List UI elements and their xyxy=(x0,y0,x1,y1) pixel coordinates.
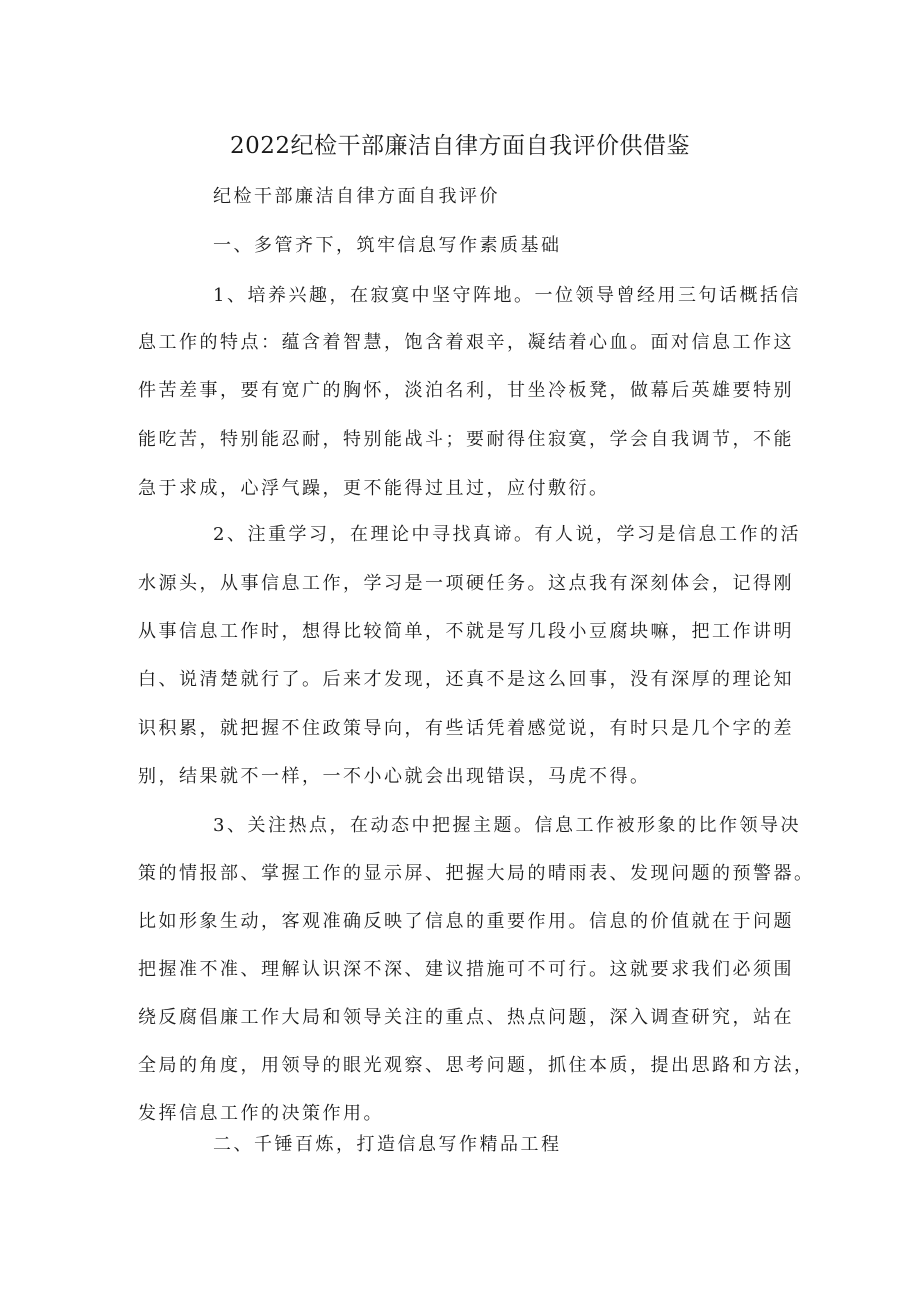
paragraph-2-line: 识积累，就把握不住政策导向，有些话凭着感觉说，有时只是几个字的差 xyxy=(138,718,794,739)
document-subtitle: 纪检干部廉洁自律方面自我评价 xyxy=(213,186,500,207)
paragraph-3-line: 把握准不准、理解认识深不深、建议措施可不可行。这就要求我们必须围 xyxy=(138,959,794,980)
paragraph-3-line: 绕反腐倡廉工作大局和领导关注的重点、热点问题，深入调查研究，站在 xyxy=(138,1007,794,1028)
paragraph-3-line: 比如形象生动，客观准确反映了信息的重要作用。信息的价值就在于问题 xyxy=(138,911,794,932)
document-title: 2022纪检干部廉洁自律方面自我评价供借鉴 xyxy=(229,133,691,159)
paragraph-3-line: 策的情报部、掌握工作的显示屏、把握大局的晴雨表、发现问题的预警器。 xyxy=(138,863,815,884)
paragraph-1-line: 能吃苦，特别能忍耐，特别能战斗；要耐得住寂寞，学会自我调节，不能 xyxy=(138,429,794,450)
paragraph-3-line: 全局的角度，用领导的眼光观察、思考问题，抓住本质，提出思路和方法， xyxy=(138,1055,815,1076)
section-heading-1: 一、多管齐下，筑牢信息写作素质基础 xyxy=(213,235,562,256)
section-heading-2: 二、千锤百炼，打造信息写作精品工程 xyxy=(213,1134,562,1155)
paragraph-2-line: 白、说清楚就行了。后来才发现，还真不是这么回事，没有深厚的理论知 xyxy=(138,669,794,690)
paragraph-3-line: 发挥信息工作的决策作用。 xyxy=(138,1103,384,1124)
paragraph-1-line: 息工作的特点：蕴含着智慧，饱含着艰辛，凝结着心血。面对信息工作这 xyxy=(138,332,794,353)
paragraph-1-line: 急于求成，心浮气躁，更不能得过且过，应付敷衍。 xyxy=(138,478,610,499)
paragraph-3-line: 3、关注热点，在动态中把握主题。信息工作被形象的比作领导决 xyxy=(213,815,801,836)
paragraph-1-line: 件苦差事，要有宽广的胸怀，淡泊名利，甘坐冷板凳，做幕后英雄要特别 xyxy=(138,380,794,401)
paragraph-1-line: 1、培养兴趣，在寂寞中坚守阵地。一位领导曾经用三句话概括信 xyxy=(213,285,801,306)
paragraph-2-line: 从事信息工作时，想得比较简单，不就是写几段小豆腐块嘛，把工作讲明 xyxy=(138,621,794,642)
paragraph-2-line: 2、注重学习，在理论中寻找真谛。有人说，学习是信息工作的活 xyxy=(213,524,801,545)
paragraph-2-line: 别，结果就不一样，一不小心就会出现错误，马虎不得。 xyxy=(138,766,651,787)
paragraph-2-line: 水源头，从事信息工作，学习是一项硬任务。这点我有深刻体会，记得刚 xyxy=(138,573,794,594)
